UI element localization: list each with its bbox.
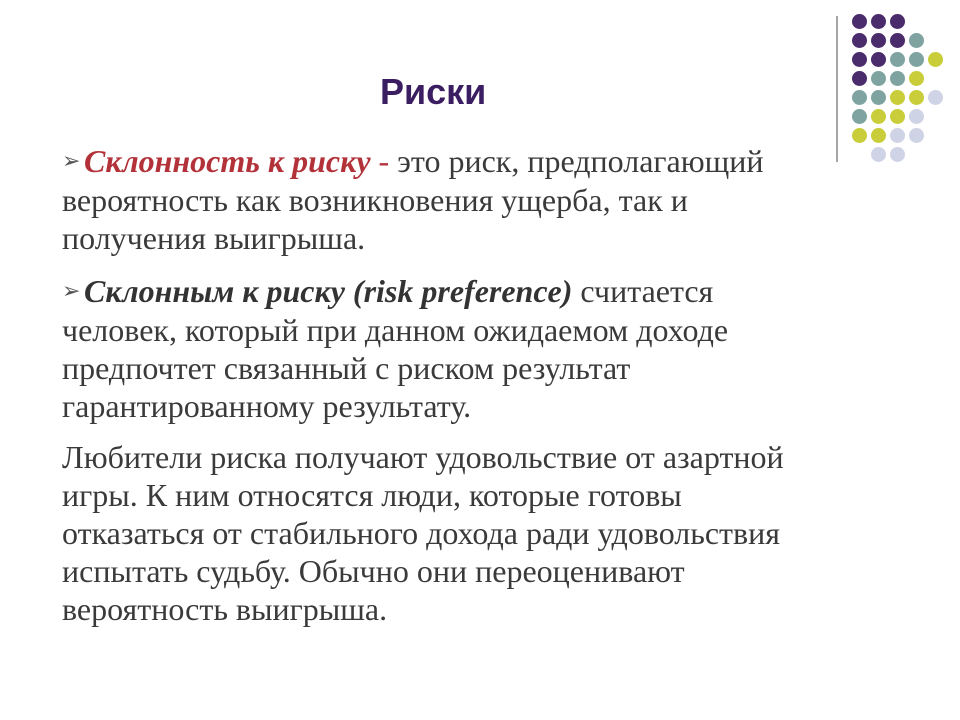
paragraph1-line2: вероятность как возникновения ущерба, так и	[62, 182, 688, 218]
term-dash: -	[370, 143, 398, 179]
term-risk-preference: Склонным к риску (risk preference)	[84, 273, 573, 309]
dot-olive	[928, 52, 943, 67]
dot-lavender	[909, 109, 924, 124]
term-risk-propensity: Склонность к риску	[84, 143, 371, 179]
paragraph3-line2: игры. К ним относятся люди, которые готовы	[62, 477, 682, 513]
dot-purple	[871, 14, 886, 29]
paragraph2-line1-rest: считается	[572, 273, 714, 309]
dot-teal	[852, 90, 867, 105]
paragraph2-line3: предпочтет связанный с риском результат	[62, 350, 631, 386]
paragraph3-line3: отказаться от стабильного дохода ради удовольствия	[62, 515, 780, 551]
arrow-bullet-icon: ➢	[62, 279, 81, 304]
dot-purple	[852, 33, 867, 48]
paragraph2-line2: человек, который при данном ожидаемом доходе	[62, 312, 729, 348]
dot-teal	[890, 52, 905, 67]
paragraph3-line4: испытать судьбу. Обычно они переоценивают	[62, 553, 685, 589]
dot-purple	[852, 52, 867, 67]
dot-purple	[852, 71, 867, 86]
paragraph3-line1: Любители риска получают удовольствие от азартной	[62, 439, 784, 475]
dot-teal	[852, 109, 867, 124]
dot-olive	[871, 109, 886, 124]
paragraph2-line4: гарантированному результату.	[62, 388, 472, 424]
paragraph1-line3: получения выигрыша.	[62, 220, 366, 256]
dot-teal	[909, 33, 924, 48]
arrow-bullet-icon: ➢	[62, 149, 81, 174]
dot-purple	[890, 33, 905, 48]
dot-olive	[852, 128, 867, 143]
dot-purple	[871, 52, 886, 67]
paragraph-risk-propensity	[62, 142, 902, 257]
dot-teal	[871, 71, 886, 86]
dot-purple	[871, 33, 886, 48]
dot-lavender	[890, 128, 905, 143]
paragraph3-line5: вероятность выигрыша.	[62, 591, 388, 627]
dot-olive	[909, 71, 924, 86]
dot-teal	[909, 52, 924, 67]
dot-olive	[890, 90, 905, 105]
dot-teal	[890, 71, 905, 86]
dot-olive	[909, 90, 924, 105]
dot-purple	[890, 14, 905, 29]
divider-line	[836, 16, 838, 162]
dot-olive	[890, 109, 905, 124]
paragraph1-line1-rest: это риск, предполагающий	[397, 143, 764, 179]
slide-title: Риски	[380, 71, 487, 112]
dot-purple	[852, 14, 867, 29]
dot-lavender	[928, 90, 943, 105]
dot-olive	[871, 128, 886, 143]
dot-lavender	[909, 128, 924, 143]
paragraph-risk-lovers	[62, 438, 902, 628]
paragraph-risk-preference	[62, 272, 902, 425]
dot-teal	[871, 90, 886, 105]
